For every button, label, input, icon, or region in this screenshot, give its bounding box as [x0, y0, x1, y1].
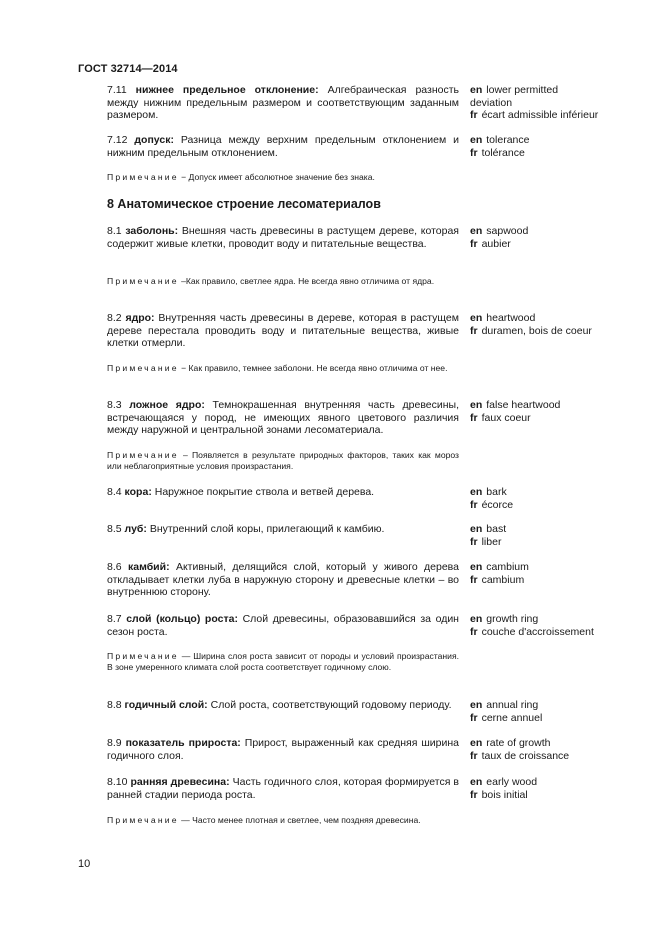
- term-name: кора:: [124, 486, 152, 498]
- translations-8-7: [470, 613, 650, 638]
- note-label: Примечание: [107, 815, 179, 825]
- term-number: 7.11: [107, 84, 127, 96]
- note-8-1: [107, 276, 459, 287]
- term-entry-8-2: [107, 312, 459, 350]
- translation-en: en sapwood: [470, 225, 529, 237]
- translation-en: en early wood: [470, 776, 538, 788]
- term-entry-8-8: [107, 699, 459, 712]
- note-8-7: [107, 651, 459, 673]
- translations-8-9: [470, 737, 650, 762]
- translations-8-5: [470, 523, 650, 548]
- translation-en-cont: deviation: [470, 96, 513, 109]
- translation-fr: fr aubier: [470, 237, 511, 250]
- translation-en: en tolerance: [470, 134, 530, 146]
- translation-fr: fr liber: [470, 535, 502, 548]
- term-definition: Разница между верхним предельным отклонением и нижним предельным отклонением.: [107, 134, 459, 159]
- term-number: 8.1: [107, 225, 122, 237]
- note-7-12: [107, 172, 459, 183]
- translation-fr: fr couche d'accroissement: [470, 625, 594, 638]
- term-definition: Алгебраическая разность между нижним предельным размером и соответствующим заданным размером.: [107, 84, 459, 122]
- translations-8-10: [470, 776, 650, 801]
- term-number: 8.2: [107, 312, 122, 324]
- term-number: 8.4: [107, 486, 122, 498]
- document-header: ГОСТ 32714—2014: [78, 63, 178, 75]
- note-label: Примечание: [107, 276, 179, 286]
- term-entry-7-11: [107, 84, 459, 122]
- term-entry-8-10: [107, 776, 459, 801]
- term-entry-8-1: [107, 225, 459, 250]
- term-number: 7.12: [107, 134, 128, 146]
- translation-fr: fr tolérance: [470, 146, 525, 159]
- translation-fr: fr cerne annuel: [470, 711, 543, 724]
- translation-en: en heartwood: [470, 312, 536, 324]
- translation-en: en rate of growth: [470, 737, 551, 749]
- term-entry-8-5: [107, 523, 459, 536]
- translation-en: en annual ring: [470, 699, 539, 711]
- term-number: 8.6: [107, 561, 122, 573]
- note-text: –Как правило, светлее ядра. Не всегда явно отличима от ядра.: [181, 276, 435, 286]
- term-entry-8-4: [107, 486, 459, 499]
- translations-7-11: [470, 84, 650, 122]
- term-entry-8-6: [107, 561, 459, 599]
- note-text: − Допуск имеет абсолютное значение без знака.: [181, 172, 375, 182]
- term-number: 8.5: [107, 523, 122, 535]
- term-name: камбий:: [127, 561, 170, 573]
- term-name: допуск:: [134, 134, 174, 146]
- translation-fr: fr écart admissible inférieur: [470, 109, 599, 122]
- term-definition: Наружное покрытие ствола и ветвей дерева.: [154, 486, 375, 498]
- note-8-10: [107, 815, 459, 826]
- translations-8-8: [470, 699, 650, 724]
- translation-en: en lower permitted: [470, 84, 559, 96]
- term-name: заболонь:: [125, 225, 179, 237]
- note-8-3: [107, 450, 459, 472]
- note-text: — Ширина слоя роста зависит от породы и условий произрастания. В зоне умеренного климата слой роста соответствует годичному слою.: [107, 651, 459, 672]
- note-text: − Как правило, темнее заболони. Не всегда явно отличима от нее.: [181, 363, 448, 373]
- term-name: луб:: [124, 523, 147, 535]
- note-label: Примечание: [107, 172, 179, 182]
- term-definition: Слой роста, соответствующий годовому периоду.: [210, 699, 452, 711]
- translations-8-1: [470, 225, 650, 250]
- translation-en: en bast: [470, 523, 507, 535]
- translation-fr: fr duramen, bois de coeur: [470, 324, 592, 337]
- translation-en: en bark: [470, 486, 507, 498]
- translation-fr: fr bois initial: [470, 788, 528, 801]
- term-definition: Темнокрашенная внутренняя часть древесины, встречающаяся у пород, не имеющих явного цветового различия между наружной и центральной зонами лесоматериала.: [107, 399, 459, 437]
- term-name: слой (кольцо) роста:: [126, 613, 238, 625]
- term-entry-8-9: [107, 737, 459, 762]
- term-name: годичный слой:: [124, 699, 208, 711]
- note-label: Примечание: [107, 651, 179, 661]
- term-number: 8.10: [107, 776, 128, 788]
- term-entry-8-3: [107, 399, 459, 437]
- translation-en: en growth ring: [470, 613, 539, 625]
- term-entry-7-12: [107, 134, 459, 159]
- term-definition: Слой древесины, образовавшийся за один сезон роста.: [107, 613, 459, 638]
- term-definition: Прирост, выраженный как средняя ширина годичного слоя.: [107, 737, 459, 762]
- term-name: ранняя древесина:: [130, 776, 230, 788]
- translations-7-12: [470, 134, 650, 159]
- translation-en: en cambium: [470, 561, 529, 573]
- translations-8-3: [470, 399, 650, 424]
- translations-8-6: [470, 561, 650, 586]
- translation-fr: fr faux coeur: [470, 411, 531, 424]
- translations-8-4: [470, 486, 650, 511]
- translation-fr: fr cambium: [470, 573, 525, 586]
- translation-en: en false heartwood: [470, 399, 561, 411]
- term-name: показатель прироста:: [125, 737, 241, 749]
- translations-8-2: [470, 312, 650, 337]
- page-number: 10: [78, 858, 91, 870]
- section-title: 8 Анатомическое строение лесоматериалов: [107, 197, 381, 211]
- translation-fr: fr taux de croissance: [470, 749, 570, 762]
- term-entry-8-7: [107, 613, 459, 638]
- note-text: — Часто менее плотная и светлее, чем поздняя древесина.: [181, 815, 421, 825]
- term-name: ядро:: [125, 312, 155, 324]
- term-number: 8.3: [107, 399, 122, 411]
- note-label: Примечание: [107, 450, 179, 460]
- translation-fr: fr écorce: [470, 498, 514, 511]
- note-text: – Появляется в результате природных факторов, таких как мороз или неблагоприятные условия произрастания.: [107, 450, 460, 471]
- term-definition: Внутренний слой коры, прилегающий к камбию.: [149, 523, 385, 535]
- note-8-2: [107, 363, 459, 374]
- term-number: 8.7: [107, 613, 122, 625]
- note-label: Примечание: [107, 363, 179, 373]
- term-definition: Активный, делящийся слой, который у живого дерева откладывает клетки луба в наружную сторону и древесные клетки – во внутреннюю сторону.: [107, 561, 459, 599]
- term-definition: Внешняя часть древесины в растущем дереве, которая содержит живые клетки, проводит воду и питательные вещества.: [107, 225, 459, 250]
- term-definition: Часть годичного слоя, которая формируется в ранней стадии периода роста.: [107, 776, 459, 801]
- term-definition: Внутренняя часть древесины в дереве, которая в растущем дереве перестала проводить воду и питательные вещества, живые клетки отмерли.: [107, 312, 459, 350]
- term-name: нижнее предельное отклонение:: [135, 84, 319, 96]
- term-number: 8.9: [107, 737, 122, 749]
- term-name: ложное ядро:: [129, 399, 205, 411]
- term-number: 8.8: [107, 699, 122, 711]
